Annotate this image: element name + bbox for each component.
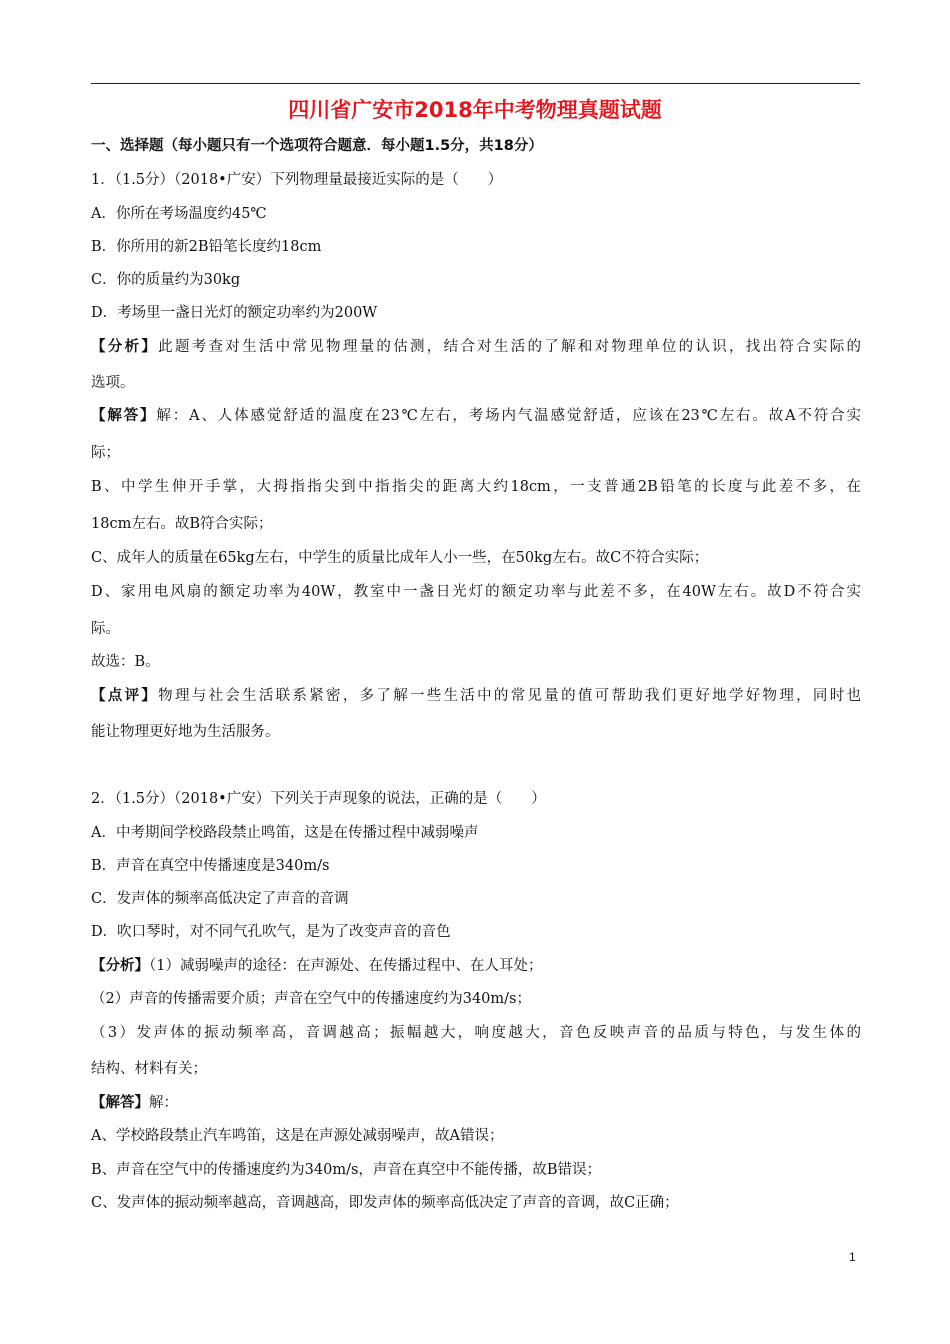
q2-option-a: A．中考期间学校路段禁止鸣笛，这是在传播过程中减弱噪声 [91, 825, 479, 841]
q2-analysis [91, 955, 861, 977]
q1-comment-cont: 能让物理更好地为生活服务。 [91, 724, 280, 740]
q1-answer [91, 405, 861, 427]
analysis-tag: 【分析】 [91, 338, 159, 355]
q1-analysis-text: 此题考查对生活中常见物理量的估测，结合对生活的了解和对物理单位的认识，找出符合实际的 [158, 339, 861, 355]
comment-tag: 【点评】 [91, 687, 159, 704]
q1-option-a: A．你所在考场温度约45℃ [91, 206, 267, 222]
q1-choice: 故选：B。 [91, 654, 160, 670]
q2-analysis-3-cont: 结构、材料有关； [91, 1061, 207, 1077]
q1-answer-d-cont: 际。 [91, 621, 120, 637]
section-heading: 一、选择题（每小题只有一个选项符合题意．每小题1.5分，共18分） [91, 138, 543, 154]
q2-answer-b: B、声音在空气中的传播速度约为340m/s，声音在真空中不能传播，故B错误； [91, 1162, 602, 1178]
q1-analysis-cont: 选项。 [91, 375, 135, 391]
q1-option-b: B．你所用的新2B铅笔长度约18cm [91, 239, 322, 255]
q2-option-c: C．发声体的频率高低决定了声音的音调 [91, 891, 349, 907]
page-number: 1 [849, 1250, 856, 1264]
q1-answer-cont: 际； [91, 445, 120, 461]
q2-answer-a: A、学校路段禁止汽车鸣笛，这是在声源处减弱噪声，故A错误； [91, 1128, 504, 1144]
q2-option-d: D．吹口琴时，对不同气孔吹气，是为了改变声音的音色 [91, 924, 451, 940]
q2-answer [91, 1092, 861, 1114]
answer-tag: 【解答】 [91, 1094, 149, 1111]
q1-answer-b-cont: 18cm左右。故B符合实际； [91, 516, 273, 532]
q1-answer-text: 解：A、人体感觉舒适的温度在23℃左右，考场内气温感觉舒适，应该在23℃左右。故A不符合实 [156, 408, 861, 424]
q2-analysis-text: （1）减弱噪声的途径：在声源处、在传播过程中、在人耳处； [149, 958, 543, 974]
analysis-tag: 【分析】 [91, 957, 149, 974]
answer-tag: 【解答】 [91, 407, 157, 424]
q2-analysis-3: （3）发声体的振动频率高，音调越高；振幅越大，响度越大，音色反映声音的品质与特色，与发生体的 [91, 1025, 861, 1041]
q2-analysis-2: （2）声音的传播需要介质；声音在空气中的传播速度约为340m/s； [91, 991, 531, 1007]
q2-answer-c: C、发声体的振动频率越高，音调越高，即发声体的频率高低决定了声音的音调，故C正确； [91, 1195, 679, 1211]
q1-answer-c: C、成年人的质量在65kg左右，中学生的质量比成年人小一些，在50kg左右。故C不符合实际； [91, 550, 709, 566]
q1-comment [91, 685, 861, 707]
q2-answer-intro: 解： [149, 1095, 178, 1111]
q1-analysis [91, 336, 861, 358]
q1-stem: 1．（1.5分）（2018•广安）下列物理量最接近实际的是（ ） [91, 172, 503, 188]
q1-option-d: D．考场里一盏日光灯的额定功率约为200W [91, 305, 378, 321]
q1-comment-text: 物理与社会生活联系紧密，多了解一些生活中的常见量的值可帮助我们更好地学好物理，同时也 [158, 688, 861, 704]
top-rule [91, 83, 860, 84]
q1-answer-d: D、家用电风扇的额定功率为40W，教室中一盏日光灯的额定功率与此差不多，在40W左右。故D不符合实 [91, 584, 861, 600]
q2-option-b: B．声音在真空中传播速度是340m/s [91, 858, 330, 874]
page-title: 四川省广安市2018年中考物理真题试题 [288, 98, 662, 122]
q1-answer-b: B、中学生伸开手掌，大拇指指尖到中指指尖的距离大约18cm，一支普通2B铅笔的长度与此差不多，在 [91, 479, 861, 495]
q2-stem: 2．（1.5分）（2018•广安）下列关于声现象的说法，正确的是（ ） [91, 791, 546, 807]
q1-option-c: C．你的质量约为30kg [91, 272, 241, 288]
